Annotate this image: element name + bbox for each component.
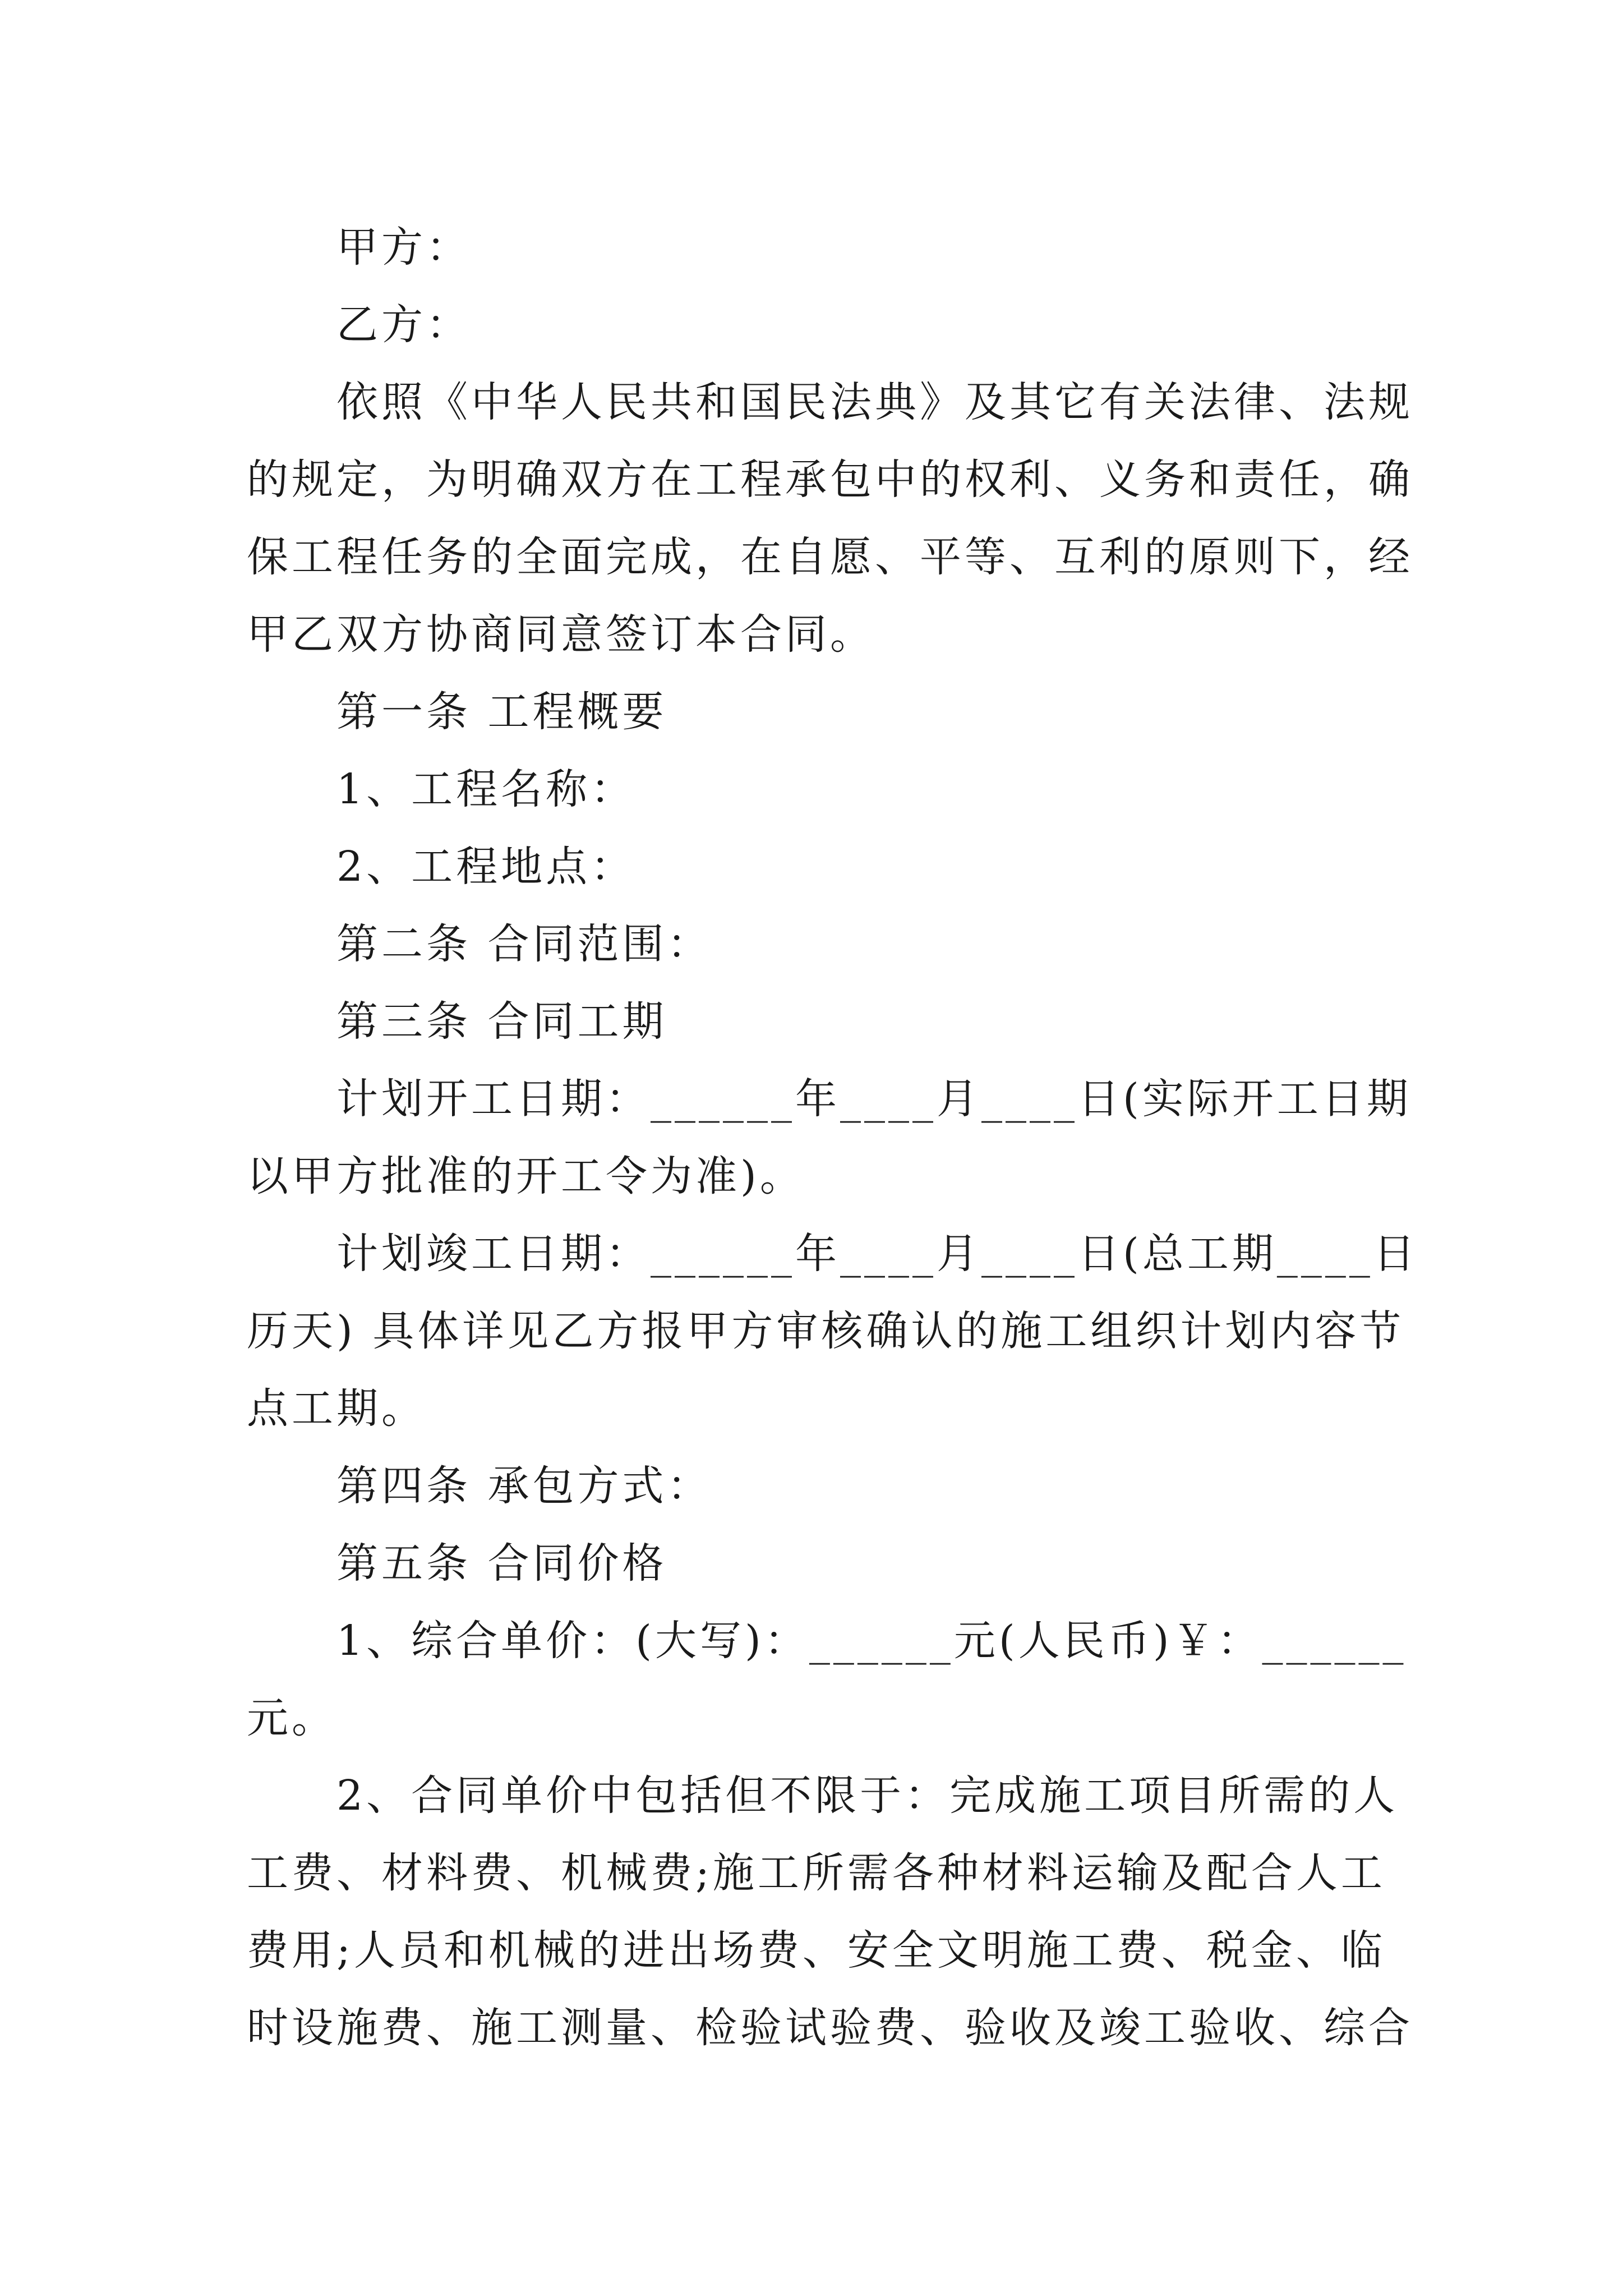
party-a-line: 甲方： (336, 223, 471, 272)
price-includes-line-1: 2、合同单价中包括但不限于：完成施工项目所需的人 (336, 1772, 1399, 1820)
article-3-heading: 第三条 合同工期 (336, 997, 667, 1046)
article-1-heading: 第一条 工程概要 (336, 688, 667, 736)
preamble-line-3: 保工程任务的全面完成，在自愿、平等、互利的原则下，经 (247, 533, 1413, 581)
planned-completion-date-line-3: 点工期。 (247, 1384, 426, 1433)
article-2-heading: 第二条 合同范围： (336, 920, 712, 968)
project-location-line: 2、工程地点： (336, 843, 636, 891)
planned-completion-date-line-2: 历天) 具体详见乙方报甲方审核确认的施工组织计划内容节 (247, 1307, 1405, 1355)
unit-price-line-2: 元。 (247, 1694, 336, 1742)
price-includes-line-3: 费用;人员和机械的进出场费、安全文明施工费、税金、临 (247, 1926, 1386, 1975)
price-includes-line-4: 时设施费、施工测量、检验试验费、验收及竣工验收、综合 (247, 2004, 1413, 2052)
project-name-line: 1、工程名称： (336, 765, 636, 813)
contract-body (247, 209, 1418, 2067)
preamble-line-4: 甲乙双方协商同意签订本合同。 (247, 610, 875, 659)
article-4-heading: 第四条 承包方式： (336, 1462, 712, 1510)
party-b-line: 乙方： (336, 301, 471, 349)
planned-completion-date-line-1: 计划竣工日期：______年____月____日(总工期____日 (336, 1230, 1418, 1278)
price-includes-line-2: 工费、材料费、机械费;施工所需各种材料运输及配合人工 (247, 1849, 1386, 1897)
article-5-heading: 第五条 合同价格 (336, 1539, 667, 1588)
planned-start-date-line-1: 计划开工日期：______年____月____日(实际开工日期 (336, 1075, 1412, 1123)
preamble-line-2: 的规定，为明确双方在工程承包中的权利、义务和责任，确 (247, 455, 1413, 504)
preamble-line-1: 依照《中华人民共和国民法典》及其它有关法律、法规 (336, 378, 1413, 426)
unit-price-line-1: 1、综合单价：(大写)：______元(人民币)￥：______ (336, 1617, 1407, 1665)
planned-start-date-line-2: 以甲方批准的开工令为准)。 (247, 1152, 805, 1200)
